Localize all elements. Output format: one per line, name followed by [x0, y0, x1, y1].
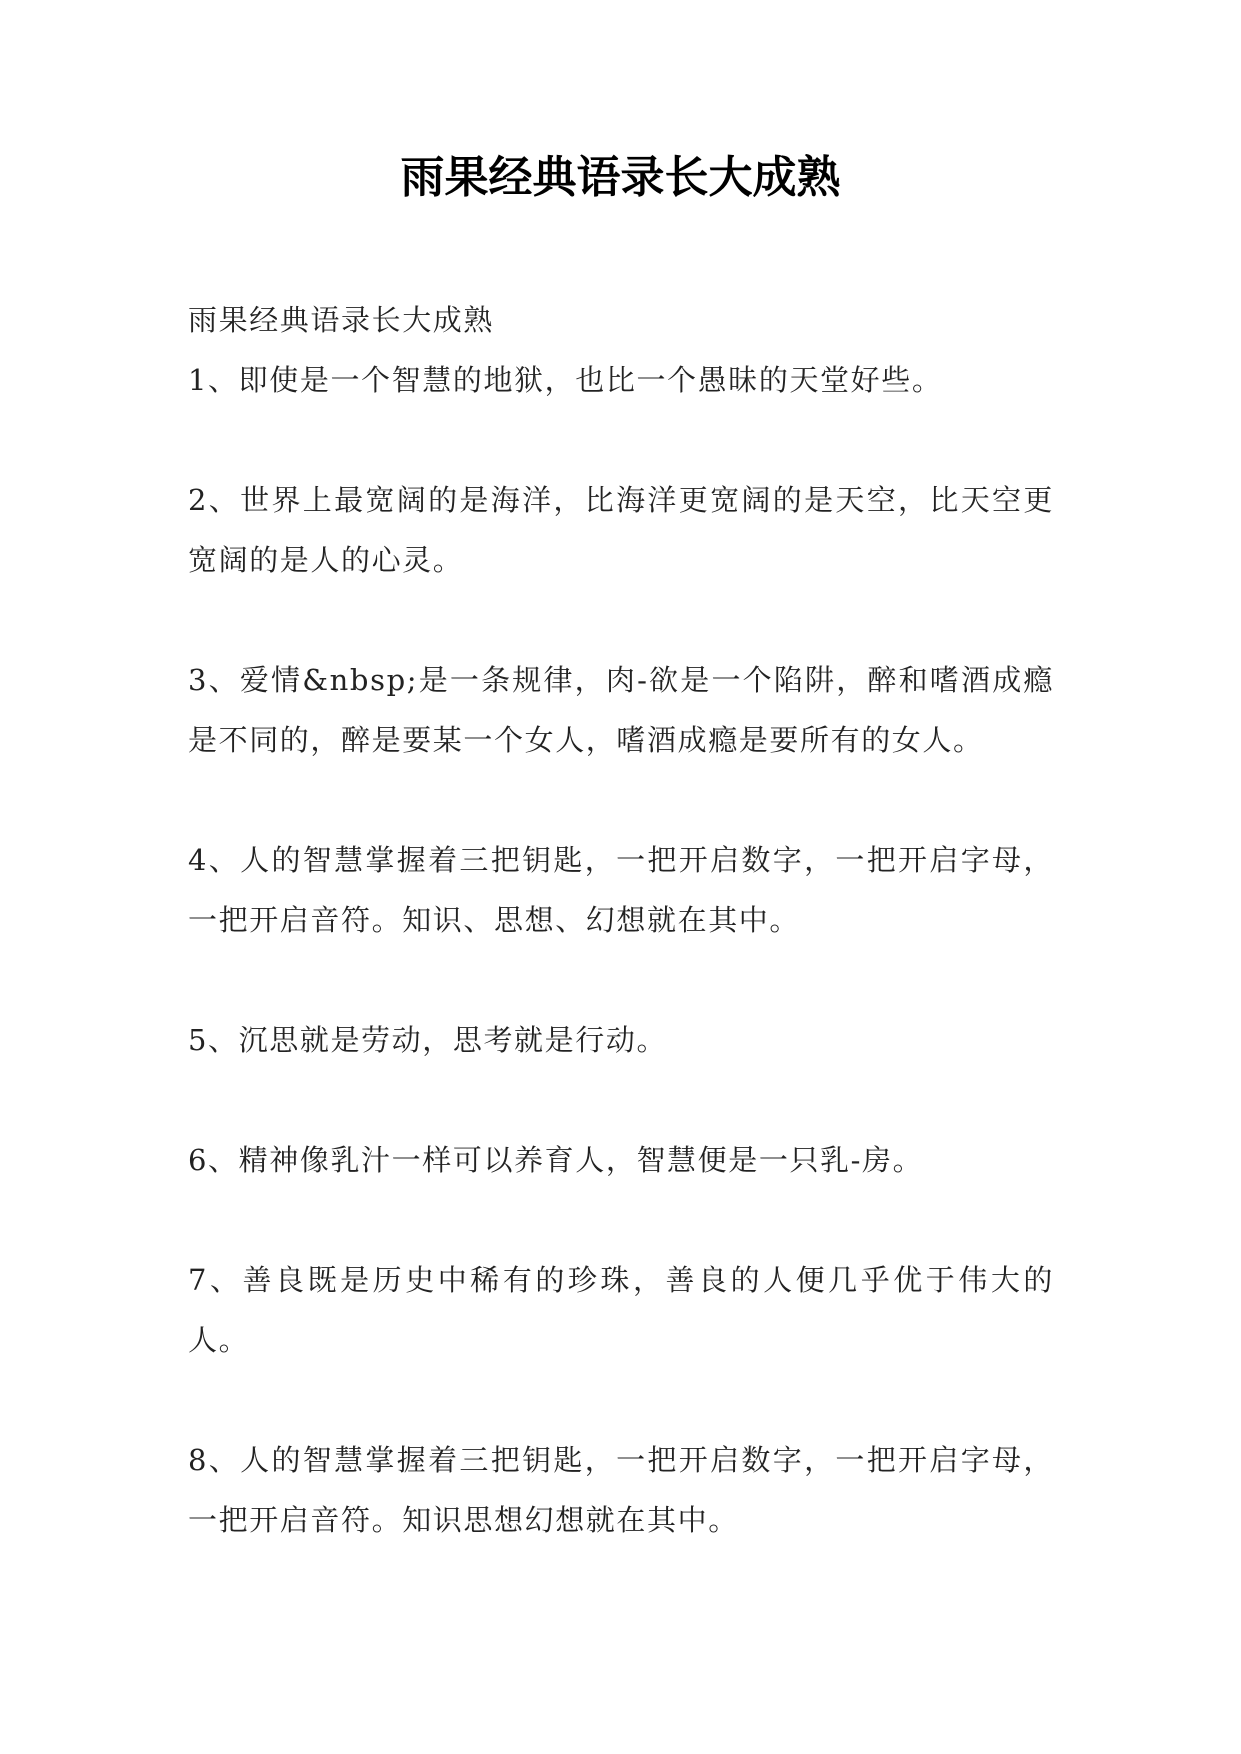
document-subtitle: 雨果经典语录长大成熟 — [188, 303, 495, 337]
quote-paragraph: 1、即使是一个智慧的地狱，也比一个愚昧的天堂好些。 — [188, 363, 943, 397]
quote-paragraph: 8、人的智慧掌握着三把钥匙，一把开启数字，一把开启字母，一把开启音符。知识思想幻想就在其中。 — [188, 1443, 1054, 1537]
quote-paragraph: 2、世界上最宽阔的是海洋，比海洋更宽阔的是天空，比天空更宽阔的是人的心灵。 — [188, 483, 1054, 577]
quote-paragraph: 5、沉思就是劳动，思考就是行动。 — [188, 1023, 668, 1057]
quote-paragraph: 3、爱情&nbsp;是一条规律，肉-欲是一个陷阱，醉和嗜酒成瘾是不同的，醉是要某一个女人，嗜酒成瘾是要所有的女人。 — [188, 663, 1054, 757]
quote-paragraph: 4、人的智慧掌握着三把钥匙，一把开启数字，一把开启字母，一把开启音符。知识、思想、幻想就在其中。 — [188, 843, 1054, 937]
quote-paragraph: 6、精神像乳汁一样可以养育人，智慧便是一只乳-房。 — [188, 1143, 924, 1177]
document-body — [188, 290, 1054, 1610]
document-title: 雨果经典语录长大成熟 — [400, 152, 841, 203]
quote-paragraph: 7、善良既是历史中稀有的珍珠，善良的人便几乎优于伟大的人。 — [188, 1263, 1054, 1357]
